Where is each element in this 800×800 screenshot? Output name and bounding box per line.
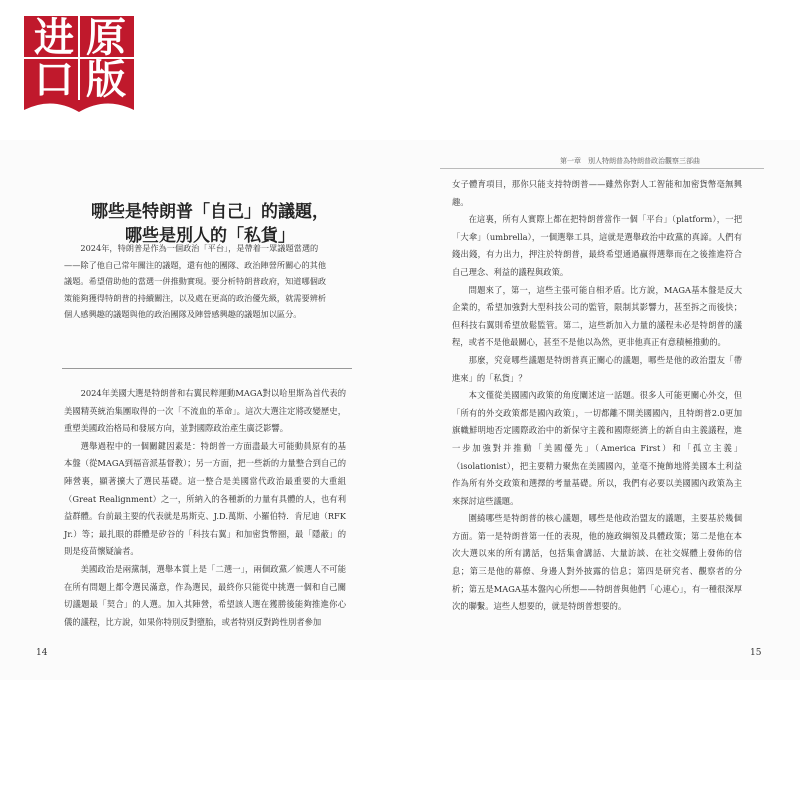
paragraph: 那麼，究竟哪些議題是特朗普真正關心的議題，哪些是他的政治盟友「帶進來」的「私貨」？ (452, 354, 742, 383)
paragraph: 女子體育項目，那你只能支持特朗普——雖然你對人工智能和加密貨幣毫無興趣。 (452, 179, 742, 207)
paragraph: 2024年美國大選是特朗普和右翼民粹運動MAGA對以哈里斯為首代表的美國精英統治集團取得的一次「不流血的革命」。這次大選注定將改變歷史，重塑美國政治格局和發展方向，並對國際政治產生廣泛影響。 (64, 388, 346, 434)
page-number-right: 15 (750, 648, 762, 658)
paragraph: 選舉過程中的一個關鍵因素是：特朗普一方面盡最大可能動員原有的基本盤（從MAGA到福音派基督教）；另一方面，把一些新的力量整合到自己的陣營裏，顯著擴大了選民基礎。這一整合是美國當代政治最重要的大重組（Great Realignment）之一，所納入的各種新的力量有具體的人，也有利益群體。台前最主要的代表就是馬斯克、J.D.萬斯、小羅伯特．肯尼迪（RFK Jr.）等；最扎眼的群體是矽谷的「科技右翼」和加密貨幣圈，最「隱蔽」的則是疫苗懷疑論者。 (64, 440, 346, 557)
paragraph: 問題來了，第一，這些主張可能自相矛盾。比方說，MAGA基本盤是反大企業的，希望加強對大型科技公司的監管，限制其影響力，甚至拆之而後快；但科技右翼則希望放鬆監管。第二，這些新加入力量的議程未必是特朗普的議程，或者不是他最關心，甚至不是他以為然，更非他真正有意積極推動的。 (452, 284, 742, 348)
running-head-rule (440, 168, 764, 169)
chapter-title-line-1: 哪些是特朗普「自己」的議題， (91, 202, 329, 222)
intro-divider (62, 368, 352, 369)
paragraph: 本文僅從美國國內政策的角度闡述這一話題。很多人可能更關心外交，但「所有的外交政策都是國內政策」，一切都離不開美國國內，且特朗普2.0更加旗幟鮮明地否定國際政治中的新保守主義和國際經濟上的新自由主義議程，進一步加強對并推動「美國優先」（America First）和「孤立主義」（isolationist），把主要精力聚焦在美國國內，並毫不掩飾地將美國本土利益作為所有外交政策和選擇的考量基礎。所以，我們有必要以美國國內政策為主來探討這些議題。 (452, 390, 742, 506)
left-page-body (64, 385, 346, 631)
chapter-intro: 2024年，特朗普是作為一個政治「平台」，是帶着一眾議題當選的——除了他自己常年關注的議題，還有他的團隊、政治陣營所關心的其他議題。希望借助他的當選一併推動實現。要分析特朗普政府，知道哪個政策能夠獲得特朗普的持續關注，以及處在更高的政治優先級，就需要辨析個人感興趣的議題與他的政治團隊及陣營感興趣的議題加以區分。 (64, 243, 327, 319)
logo-char-3: 口 (34, 57, 74, 103)
paragraph: 在這裏，所有人實際上都在把特朗普當作一個「平台」（platform），一把「大傘」（umbrella），一個選舉工具，這就是選舉政治中政黨的真諦。人們有錢出錢，有力出力，押注於特朗普，最終希望通過贏得選舉而在之後推進符合自己理念、利益的議程與政策。 (452, 214, 742, 277)
chapter-title-line-2: 哪些是別人的「私貨」 (125, 226, 295, 246)
paragraph: 圍繞哪些是特朗普的核心議題，哪些是他政治盟友的議題，主要基於幾個方面。第一是特朗普第一任的表現，他的施政綱領及具體政策；第二是他在本次大選以來的所有講話，包括集會講話、大量訪談、在社交媒體上發佈的信息；第三是他的幕僚、身邊人對外披露的信息；第四是研究者、觀察者的分析；第五是MAGA基本盤內心所想——特朗普與他們「心連心」，有一種很深厚次的聯繫。這些人想要的，就是特朗普想要的。 (452, 513, 742, 612)
logo-char-4: 版 (86, 57, 126, 103)
page-number-left: 14 (36, 648, 48, 658)
logo-char-1: 进 (34, 15, 74, 61)
right-page-body (452, 176, 742, 616)
running-head: 第一章 別人特朗普為特朗普政治觀察三部曲 (560, 157, 700, 165)
logo-char-2: 原 (86, 15, 126, 61)
paragraph: 美國政治是兩黨制，選舉本質上是「二選一」，兩個政黨／候選人不可能在所有問題上都令選民滿意，作為選民，最終你只能從中挑選一個和自己關切議題最「契合」的人選。加入其陣營，希望該人選在獲勝後能夠推進你心儀的議程，比方說，如果你特別反對墮胎，或者特別反對跨性別者參加 (64, 563, 346, 627)
